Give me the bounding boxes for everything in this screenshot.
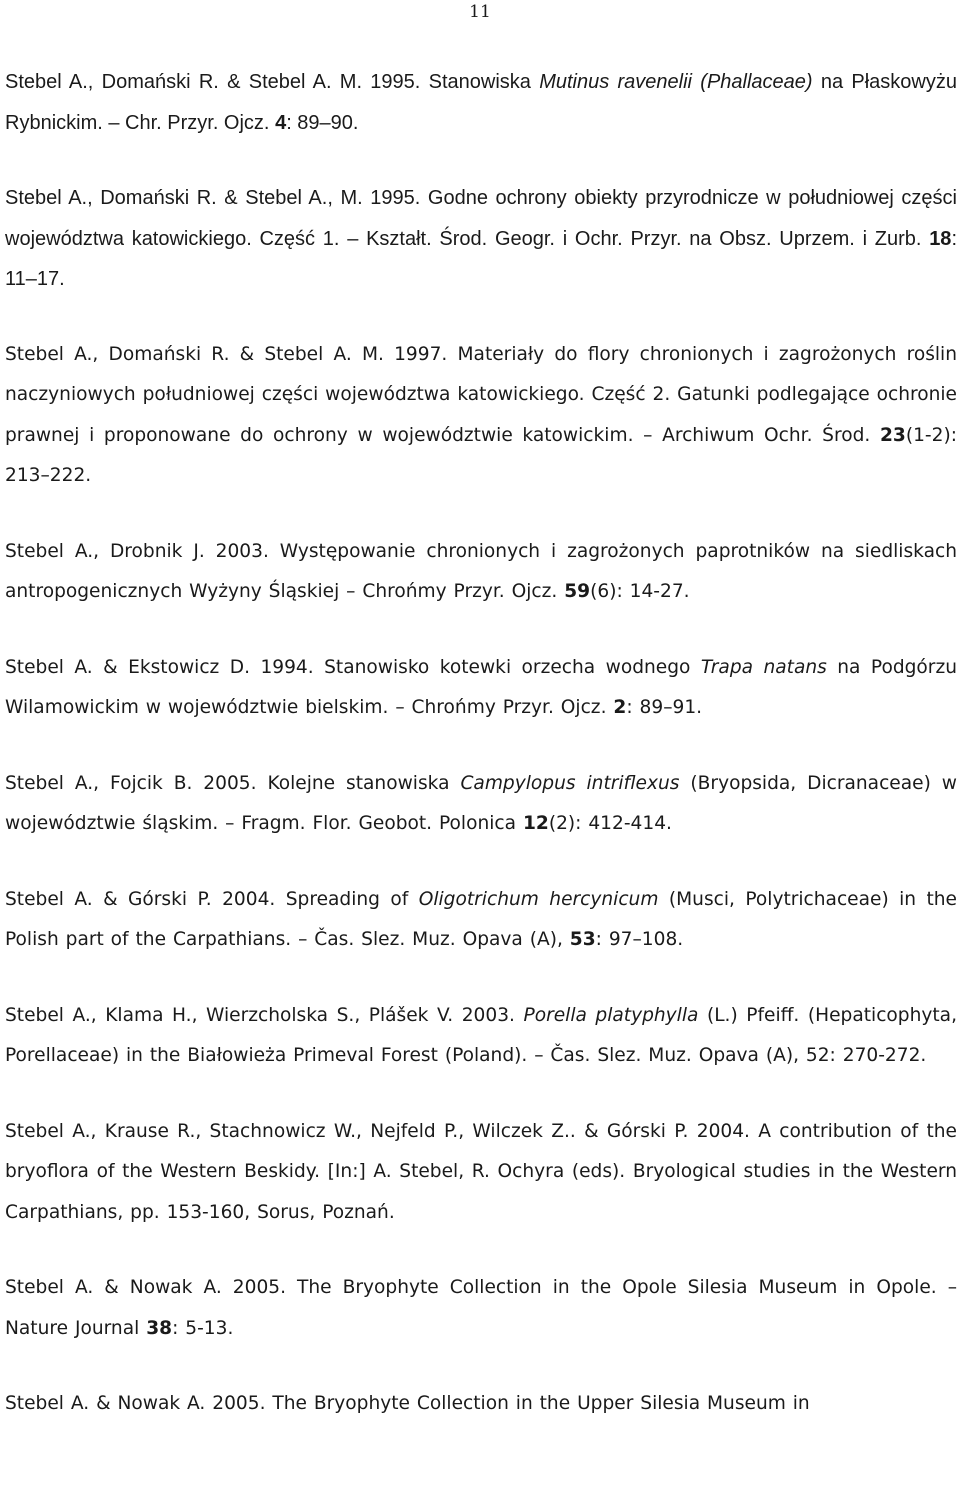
reference-text: : 5-13. — [172, 1317, 234, 1339]
reference-text: Stebel A., Drobnik J. 2003. Występowanie chronionych i zagrożonych paprotników na siedliskach antropogenicznych Wyżyny Śląskiej – Chrońmy Przyr. Ojcz. — [5, 540, 957, 602]
reference-text: (L.) Pfeiff. (Hepaticophyta, Porellaceae) in the Białowieża Primeval Forest (Poland). – Čas. Slez. Muz. Opava (A), 52: 270-272. — [5, 1004, 957, 1066]
reference-text: na Płaskowyżu Rybnickim. – Chr. Przyr. Ojcz. — [5, 71, 957, 134]
reference-text: (6): 14-27. — [590, 581, 690, 602]
reference-entry — [5, 335, 957, 497]
reference-entry — [5, 764, 957, 845]
taxon-name: Porella platyphylla — [523, 1004, 699, 1026]
reference-text: Stebel A., Klama H., Wierzcholska S., Plášek V. 2003. — [5, 1004, 524, 1026]
reference-text: Stebel A., Domański R. & Stebel A. M. 1995. Stanowiska — [5, 71, 540, 93]
reference-entry — [5, 648, 957, 729]
volume-number: 53 — [569, 929, 596, 950]
reference-text: (Musci, Polytrichaceae) in the Polish part of the Carpathians. – Čas. Slez. Muz. Opava (A), — [5, 888, 957, 950]
volume-number: 23 — [879, 424, 906, 446]
reference-text: : 11–17. — [5, 227, 957, 290]
volume-number: 59 — [564, 581, 591, 602]
reference-text: : 89–91. — [626, 697, 703, 718]
volume-number: 18 — [929, 227, 952, 250]
reference-entry — [5, 532, 957, 613]
reference-entry — [5, 1268, 957, 1349]
reference-text: Stebel A. & Ekstowicz D. 1994. Stanowisko kotewki orzecha wodnego — [5, 656, 701, 678]
volume-number: 38 — [146, 1317, 173, 1339]
reference-list — [5, 62, 957, 1460]
taxon-name: Campylopus intriflexus — [460, 772, 680, 794]
reference-entry — [5, 178, 957, 300]
taxon-name: Oligotrichum hercynicum — [418, 888, 659, 910]
taxon-name: Trapa natans — [700, 656, 827, 678]
reference-text: Stebel A., Domański R. & Stebel A., M. 1995. Godne ochrony obiekty przyrodnicze w południowej części województwa katowickiego. Część 1. – Kształt. Środ. Geogr. i Ochr. Przyr. na Obsz. Uprzem. i Zurb. — [5, 187, 957, 250]
volume-number: 2 — [613, 697, 627, 718]
reference-text: (2): 412-414. — [548, 813, 672, 834]
reference-text: Stebel A., Domański R. & Stebel A. M. 1997. Materiały do flory chronionych i zagrożonych roślin naczyniowych południowej części województwa katowickiego. Część 2. Gatunki podlegające ochronie prawnej i proponowane do ochrony w województwie katowickim. – Archiwum Ochr. Środ. — [5, 343, 957, 446]
reference-text: na Podgórzu Wilamowickim w województwie bielskim. – Chrońmy Przyr. Ojcz. — [5, 656, 957, 718]
volume-number: 4 — [275, 111, 287, 134]
reference-entry — [5, 996, 957, 1077]
reference-text: Stebel A., Fojcik B. 2005. Kolejne stanowiska — [5, 772, 461, 794]
reference-text: Stebel A., Krause R., Stachnowicz W., Nejfeld P., Wilczek Z.. & Górski P. 2004. A contribution of the bryoflora of the Western Beskidy. [In:] A. Stebel, R. Ochyra (eds). Bryological studies in the Western Carpathians, pp. 153-160, Sorus, Poznań. — [5, 1120, 957, 1223]
volume-number: 12 — [522, 813, 549, 834]
reference-entry — [5, 1112, 957, 1234]
reference-text: : 97–108. — [595, 929, 684, 950]
reference-text: (1-2): 213–222. — [5, 424, 957, 486]
taxon-name: Mutinus ravenelii (Phallaceae) — [539, 71, 813, 93]
reference-text: : 89–90. — [286, 111, 359, 134]
reference-entry — [5, 1384, 957, 1425]
reference-text: (Bryopsida, Dicranaceae) w województwie śląskim. – Fragm. Flor. Geobot. Polonica — [5, 772, 957, 834]
reference-entry — [5, 880, 957, 961]
page-number: 11 — [469, 2, 491, 22]
reference-entry — [5, 62, 957, 143]
reference-text: Stebel A. & Nowak A. 2005. The Bryophyte Collection in the Upper Silesia Museum in — [5, 1393, 810, 1414]
reference-text: Stebel A. & Górski P. 2004. Spreading of — [5, 888, 419, 910]
reference-text: Stebel A. & Nowak A. 2005. The Bryophyte Collection in the Opole Silesia Museum in Opole. – Nature Journal — [5, 1277, 957, 1339]
